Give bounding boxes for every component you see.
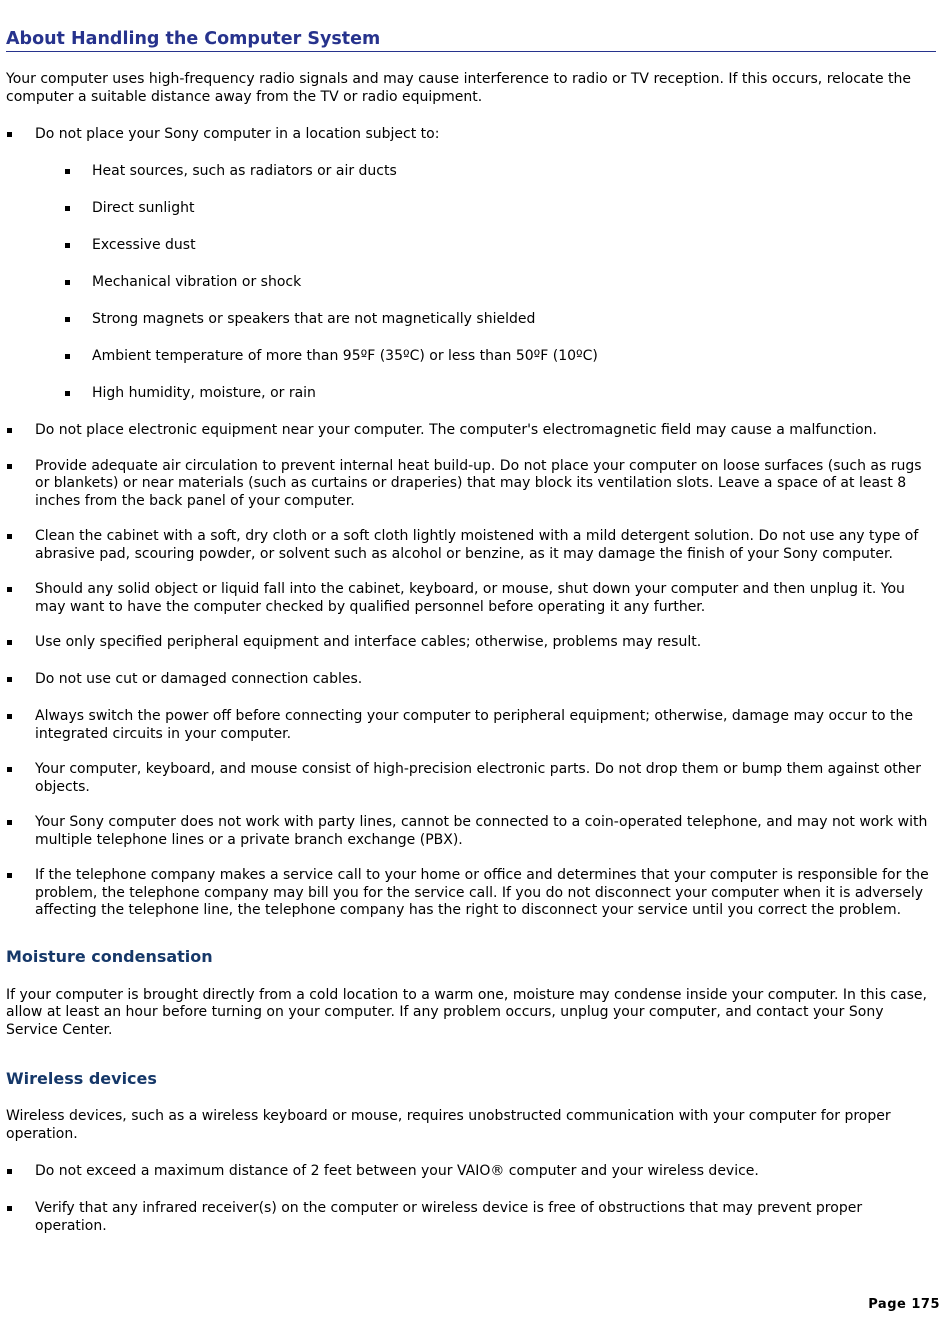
list-item xyxy=(6,1200,936,1235)
list-item-text: Your Sony computer does not work with party lines, cannot be connected to a coin-operated telephone, and may not work with multiple telephone lines or a private branch exchange (PBX). xyxy=(35,814,928,848)
list-item xyxy=(6,528,936,563)
bullet-icon xyxy=(7,767,12,772)
list-item xyxy=(6,1163,936,1181)
list-item-text: Do not place electronic equipment near your computer. The computer's electromagnetic field may cause a malfunction. xyxy=(35,422,877,438)
list-item xyxy=(35,200,936,218)
location-sublist xyxy=(35,163,936,403)
bullet-icon xyxy=(7,873,12,878)
sublist-item-text: Direct sunlight xyxy=(92,200,195,216)
bullet-icon xyxy=(7,587,12,592)
list-item xyxy=(6,671,936,689)
bullet-icon xyxy=(7,1169,12,1174)
bullet-icon xyxy=(65,206,70,211)
bullet-icon xyxy=(65,354,70,359)
wireless-list xyxy=(6,1163,936,1235)
bullet-icon xyxy=(65,317,70,322)
sublist-item-text: Heat sources, such as radiators or air ducts xyxy=(92,163,397,179)
sublist-item-text: Ambient temperature of more than 95ºF (35ºC) or less than 50ºF (10ºC) xyxy=(92,348,598,364)
list-item xyxy=(6,814,936,849)
list-item xyxy=(6,581,936,616)
list-item xyxy=(35,163,936,181)
list-item-text: Use only specified peripheral equipment and interface cables; otherwise, problems may result. xyxy=(35,634,702,650)
bullet-icon xyxy=(7,714,12,719)
bullet-icon xyxy=(7,640,12,645)
list-item-text: Do not exceed a maximum distance of 2 feet between your VAIO® computer and your wireless device. xyxy=(35,1163,759,1179)
document-page xyxy=(6,28,936,1235)
list-item xyxy=(35,274,936,292)
list-item-text: Provide adequate air circulation to prevent internal heat build-up. Do not place your computer on loose surfaces (such as rugs or blankets) or near materials (such as curtains or draperies) that may block its ventilation slots. Leave a space of at least 8 inches from the back panel of your computer. xyxy=(35,457,922,509)
list-item-text: Your computer, keyboard, and mouse consist of high-precision electronic parts. Do not drop them or bump them against other objects. xyxy=(35,761,922,795)
bullet-icon xyxy=(65,243,70,248)
bullet-icon xyxy=(65,169,70,174)
list-item xyxy=(6,761,936,796)
page-number: Page 175 xyxy=(868,1297,940,1312)
location-item-text: Do not place your Sony computer in a location subject to: xyxy=(35,126,440,142)
list-item xyxy=(35,311,936,329)
list-item-text: Clean the cabinet with a soft, dry cloth or a soft cloth lightly moistened with a mild detergent solution. Do not use any type of abrasive pad, scouring powder, or solvent such as alcohol or benzine, as it may damage the finish of your Sony computer. xyxy=(35,528,919,562)
list-item xyxy=(6,867,936,920)
intro-paragraph: Your computer uses high-frequency radio signals and may cause interference to radio or TV reception. If this occurs, relocate the computer a suitable distance away from the TV or radio equipment. xyxy=(6,71,912,105)
bullet-icon xyxy=(65,391,70,396)
page-title: About Handling the Computer System xyxy=(6,28,936,52)
list-item xyxy=(35,237,936,255)
list-item xyxy=(35,348,936,366)
list-item-text: Do not use cut or damaged connection cables. xyxy=(35,671,363,687)
moisture-paragraph: If your computer is brought directly from a cold location to a warm one, moisture may condense inside your computer. In this case, allow at least an hour before turning on your computer. If any problem occurs, unplug your computer, and contact your Sony Service Center. xyxy=(6,986,927,1038)
sublist-item-text: High humidity, moisture, or rain xyxy=(92,385,316,401)
list-item xyxy=(6,634,936,652)
list-item xyxy=(6,458,936,511)
bullet-icon xyxy=(7,464,12,469)
handling-list xyxy=(6,126,936,920)
bullet-icon xyxy=(7,534,12,539)
list-item xyxy=(6,126,936,403)
sublist-item-text: Mechanical vibration or shock xyxy=(92,274,302,290)
list-item-text: Verify that any infrared receiver(s) on the computer or wireless device is free of obstructions that may prevent proper operation. xyxy=(35,1200,863,1234)
bullet-icon xyxy=(7,428,12,433)
list-item-text: If the telephone company makes a service call to your home or office and determines that your computer is responsible for the problem, the telephone company may bill you for the service call. If you do not disconnect your computer when it is adversely affecting the telephone line, the telephone company has the right to disconnect your service until you correct the problem. xyxy=(35,867,929,918)
bullet-icon xyxy=(7,820,12,825)
list-item xyxy=(6,422,936,440)
sublist-item-text: Excessive dust xyxy=(92,237,196,253)
sublist-item-text: Strong magnets or speakers that are not magnetically shielded xyxy=(92,311,536,327)
bullet-icon xyxy=(7,1206,12,1211)
section-heading-wireless: Wireless devices xyxy=(6,1069,157,1088)
bullet-icon xyxy=(7,677,12,682)
bullet-icon xyxy=(7,132,12,137)
section-heading-moisture: Moisture condensation xyxy=(6,946,213,966)
wireless-paragraph: Wireless devices, such as a wireless keyboard or mouse, requires unobstructed communication with your computer for proper operation. xyxy=(6,1108,891,1142)
list-item-text: Always switch the power off before connecting your computer to peripheral equipment; otherwise, damage may occur to the integrated circuits in your computer. xyxy=(35,708,913,742)
list-item xyxy=(6,708,936,743)
list-item xyxy=(35,385,936,403)
list-item-text: Should any solid object or liquid fall into the cabinet, keyboard, or mouse, shut down your computer and then unplug it. You may want to have the computer checked by qualified personnel before operating it any further. xyxy=(35,581,905,615)
bullet-icon xyxy=(65,280,70,285)
